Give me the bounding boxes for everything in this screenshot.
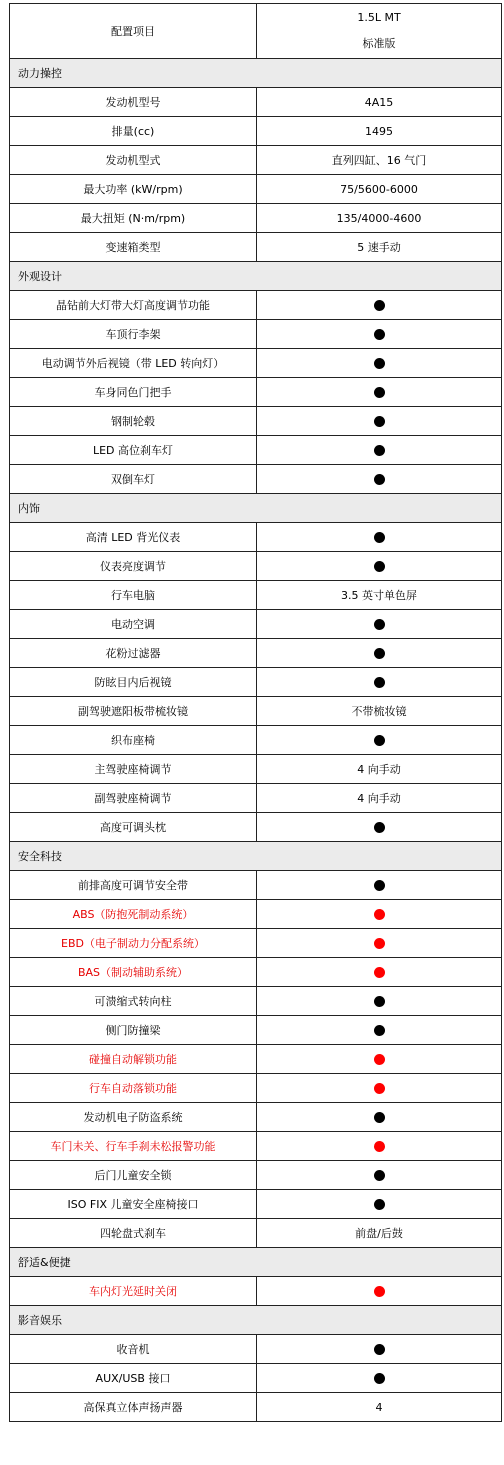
table-row [10,871,502,900]
feature-value-cell [257,1277,502,1306]
feature-label: 碰撞自动解锁功能 [10,1045,257,1074]
standard-dot-red-icon [374,1141,385,1152]
feature-value-cell [257,1016,502,1045]
table-row [10,639,502,668]
feature-label: 仪表亮度调节 [10,552,257,581]
feature-value-cell [257,1364,502,1393]
feature-value-cell [257,146,502,175]
standard-dot-red-icon [374,909,385,920]
table-row [10,204,502,233]
feature-value-cell [257,610,502,639]
feature-value-cell [257,175,502,204]
feature-value-cell [257,1132,502,1161]
feature-label: 发动机电子防盗系统 [10,1103,257,1132]
table-row [10,958,502,987]
feature-value: 前盘/后鼓 [355,1226,403,1240]
feature-label: 行车自动落锁功能 [10,1074,257,1103]
table-header-row [10,4,502,59]
standard-dot-icon [374,387,385,398]
feature-label: LED 高位刹车灯 [10,436,257,465]
feature-value-cell [257,1335,502,1364]
feature-value: 4 [375,1400,383,1414]
section-title: 外观设计 [10,262,502,291]
feature-value-cell [257,987,502,1016]
feature-label: 钢制轮毂 [10,407,257,436]
standard-dot-icon [374,561,385,572]
table-row [10,581,502,610]
standard-dot-icon [374,677,385,688]
table-row [10,552,502,581]
feature-label: 前排高度可调节安全带 [10,871,257,900]
feature-value-cell [257,929,502,958]
feature-label: ABS（防抱死制动系统） [10,900,257,929]
feature-value-cell [257,726,502,755]
section-title: 动力操控 [10,59,502,88]
section-header-row [10,59,502,88]
table-row [10,465,502,494]
table-row [10,146,502,175]
table-row [10,929,502,958]
feature-label: 晶钻前大灯带大灯高度调节功能 [10,291,257,320]
standard-dot-icon [374,1199,385,1210]
table-row [10,1016,502,1045]
feature-value-cell [257,1074,502,1103]
feature-label: 高保真立体声扬声器 [10,1393,257,1422]
table-row [10,1393,502,1422]
feature-value-cell [257,465,502,494]
feature-value-cell [257,1190,502,1219]
feature-label: 织布座椅 [10,726,257,755]
standard-dot-icon [374,1373,385,1384]
table-row [10,1277,502,1306]
table-row [10,88,502,117]
feature-label: 四轮盘式刹车 [10,1219,257,1248]
table-row [10,784,502,813]
feature-value-cell [257,1045,502,1074]
standard-dot-icon [374,880,385,891]
table-row [10,1335,502,1364]
feature-value: 135/4000-4600 [336,211,422,225]
section-header-row [10,1306,502,1335]
standard-dot-icon [374,996,385,1007]
feature-value: 4 向手动 [357,762,401,776]
feature-label: 可溃缩式转向柱 [10,987,257,1016]
feature-value-cell [257,958,502,987]
table-row [10,523,502,552]
table-row [10,726,502,755]
standard-dot-icon [374,648,385,659]
feature-value: 75/5600-6000 [340,182,418,196]
standard-dot-red-icon [374,967,385,978]
table-row [10,1103,502,1132]
standard-dot-icon [374,1170,385,1181]
standard-dot-red-icon [374,1054,385,1065]
table-row [10,291,502,320]
feature-value-cell [257,204,502,233]
feature-value: 4 向手动 [357,791,401,805]
table-row [10,1074,502,1103]
table-row [10,987,502,1016]
feature-value-cell [257,668,502,697]
feature-value-cell [257,755,502,784]
header-model-name: 1.5L MT [357,11,401,24]
feature-label: 花粉过滤器 [10,639,257,668]
feature-value: 不带梳妆镜 [351,704,407,718]
table-row [10,668,502,697]
feature-label: 发动机型号 [10,88,257,117]
feature-label: 车顶行李架 [10,320,257,349]
table-row [10,1161,502,1190]
standard-dot-icon [374,416,385,427]
feature-value: 直列四缸、16 气门 [331,153,427,167]
section-header-row [10,1248,502,1277]
table-row [10,697,502,726]
feature-value-cell [257,697,502,726]
header-model-trim: 标准版 [362,37,396,50]
feature-label: 发动机型式 [10,146,257,175]
standard-dot-icon [374,358,385,369]
feature-label: 最大扭矩 (N·m/rpm) [10,204,257,233]
standard-dot-icon [374,474,385,485]
table-row [10,813,502,842]
section-title: 内饰 [10,494,502,523]
feature-value-cell [257,813,502,842]
standard-dot-icon [374,1112,385,1123]
table-row [10,755,502,784]
feature-label: 电动调节外后视镜（带 LED 转向灯） [10,349,257,378]
standard-dot-icon [374,329,385,340]
feature-value-cell [257,1393,502,1422]
section-title: 舒适&便捷 [10,1248,502,1277]
feature-label: ISO FIX 儿童安全座椅接口 [10,1190,257,1219]
feature-label: 高清 LED 背光仪表 [10,523,257,552]
feature-value-cell [257,523,502,552]
feature-label: 副驾驶座椅调节 [10,784,257,813]
table-row [10,1364,502,1393]
standard-dot-icon [374,1344,385,1355]
section-title: 安全科技 [10,842,502,871]
section-header-row [10,262,502,291]
feature-label: 防眩目内后视镜 [10,668,257,697]
feature-value-cell [257,1161,502,1190]
spec-table-body [10,4,502,1422]
standard-dot-icon [374,445,385,456]
feature-label: BAS（制动辅助系统） [10,958,257,987]
standard-dot-icon [374,735,385,746]
feature-value: 5 速手动 [357,240,401,254]
table-row [10,407,502,436]
feature-label: 车门未关、行车手刹未松报警功能 [10,1132,257,1161]
feature-value-cell [257,117,502,146]
table-row [10,378,502,407]
table-row [10,117,502,146]
feature-value-cell [257,233,502,262]
feature-value: 3.5 英寸单色屏 [341,588,417,602]
feature-label: 收音机 [10,1335,257,1364]
feature-value-cell [257,1103,502,1132]
feature-label: 电动空调 [10,610,257,639]
standard-dot-icon [374,532,385,543]
table-row [10,1132,502,1161]
feature-value-cell [257,1219,502,1248]
table-row [10,1045,502,1074]
header-model-cell [257,4,502,59]
feature-value-cell [257,291,502,320]
feature-label: 车身同色门把手 [10,378,257,407]
section-title: 影音娱乐 [10,1306,502,1335]
feature-label: 车内灯光延时关闭 [10,1277,257,1306]
table-row [10,436,502,465]
feature-label: EBD（电子制动力分配系统） [10,929,257,958]
table-row [10,233,502,262]
feature-value: 1495 [365,124,393,138]
table-row [10,1190,502,1219]
spec-table [9,3,502,1422]
feature-value-cell [257,349,502,378]
standard-dot-icon [374,1025,385,1036]
standard-dot-icon [374,822,385,833]
feature-label: 主驾驶座椅调节 [10,755,257,784]
feature-label: 侧门防撞梁 [10,1016,257,1045]
feature-label: 后门儿童安全锁 [10,1161,257,1190]
feature-label: 最大功率 (kW/rpm) [10,175,257,204]
table-row [10,175,502,204]
standard-dot-red-icon [374,1083,385,1094]
table-row [10,900,502,929]
feature-value-cell [257,784,502,813]
feature-value-cell [257,900,502,929]
feature-value-cell [257,436,502,465]
feature-label: AUX/USB 接口 [10,1364,257,1393]
feature-value-cell [257,581,502,610]
feature-value-cell [257,88,502,117]
feature-label: 副驾驶遮阳板带梳妆镜 [10,697,257,726]
table-row [10,349,502,378]
standard-dot-icon [374,619,385,630]
feature-label: 双倒车灯 [10,465,257,494]
feature-label: 变速箱类型 [10,233,257,262]
feature-value-cell [257,378,502,407]
feature-label: 行车电脑 [10,581,257,610]
table-row [10,1219,502,1248]
feature-value-cell [257,639,502,668]
standard-dot-red-icon [374,938,385,949]
feature-value-cell [257,407,502,436]
table-row [10,320,502,349]
feature-value-cell [257,320,502,349]
feature-label: 高度可调头枕 [10,813,257,842]
section-header-row [10,494,502,523]
section-header-row [10,842,502,871]
feature-label: 排量(cc) [10,117,257,146]
standard-dot-red-icon [374,1286,385,1297]
standard-dot-icon [374,300,385,311]
table-row [10,610,502,639]
feature-value-cell [257,871,502,900]
header-item-label: 配置项目 [10,4,257,59]
feature-value: 4A15 [364,95,394,109]
feature-value-cell [257,552,502,581]
